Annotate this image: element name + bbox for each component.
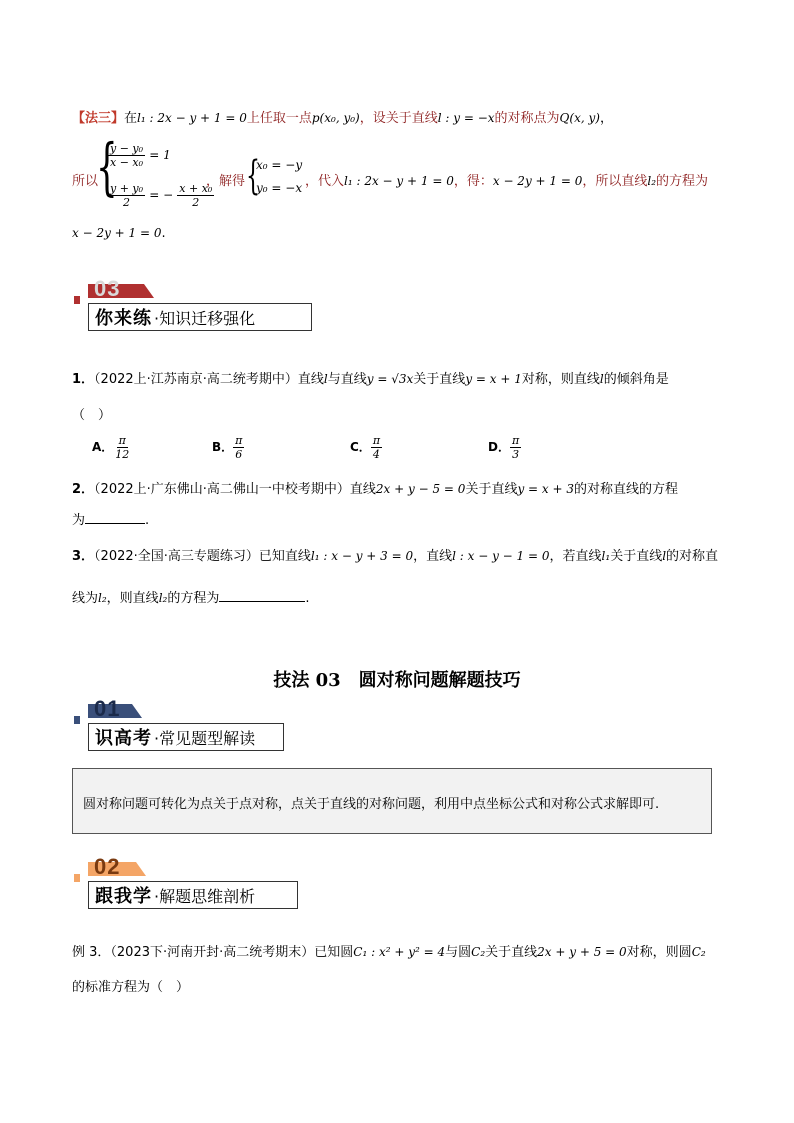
question-1: 1．（2022上·江苏南京·高二统考期中）直线l与直线y = √3x关于直线y = x + 1对称，则直线l的倾斜角是 — [72, 372, 669, 387]
fa3-line1 — [72, 107, 613, 126]
fa3-substitute — [305, 170, 708, 189]
fraction: $\frac{\text{y + y₀}}{2}$ — [110, 182, 144, 209]
fa3-tag: 【法三】 — [72, 111, 125, 126]
banner-title-box — [88, 881, 298, 909]
question-number: 1． — [72, 372, 95, 387]
question-source: （2022·全国·高三专题练习） — [94, 549, 259, 564]
answer-blank[interactable] — [219, 589, 305, 602]
fa3-text: 的对称点为 — [494, 111, 560, 126]
example-3-line2: 的标准方程为（ ） — [72, 980, 190, 995]
banner-title-sub: ·解题思维剖析 — [154, 886, 256, 906]
option-d[interactable]: D． $\frac{\pi}{3}$ — [488, 434, 520, 461]
banner-title-bold: 识高考 — [95, 728, 152, 749]
fa3-text: ，解得 — [206, 174, 246, 189]
fa3-text: ， — [599, 111, 613, 126]
fa3-text: ，得： — [453, 174, 493, 189]
example-source: （2023下·河南开封·高二统考期末） — [110, 945, 315, 960]
tip-text: 圆对称问题可转化为点关于点对称，点关于直线的对称问题，利用中点坐标公式和对称公式求解即可. — [83, 797, 660, 812]
fa3-final — [72, 226, 166, 241]
banner-title-bold: 跟我学 — [95, 886, 152, 907]
eq-mid: = − — [149, 188, 174, 202]
question-3-line2: 线为l₂，则直线l₂的方程为 . — [72, 591, 310, 606]
question-source: （2022上·江苏南京·高二统考期中） — [94, 372, 298, 387]
answer-blank[interactable] — [85, 511, 145, 524]
banner-title-bold: 你来练 — [95, 308, 152, 329]
question-number: 2． — [72, 482, 95, 497]
question-2-line2: 为 . — [72, 513, 150, 528]
banner-number: 02 — [94, 854, 121, 879]
banner-title-box — [88, 723, 284, 751]
example-number: 例 3． — [72, 945, 111, 960]
option-a[interactable]: A． $\frac{\pi}{12}$ — [92, 434, 130, 461]
fa3-text: ，代入 — [305, 174, 345, 189]
fa3-l1: l₁ : 2x − y + 1 = 0 — [137, 111, 247, 125]
question-number: 3． — [72, 549, 95, 564]
example-3: 例 3．（2023下·河南开封·高二统考期末）已知圆C₁ : x² + y² = 4与圆C₂关于直线2x + y + 5 = 0对称，则圆C₂ — [72, 945, 706, 960]
fa3-result: x − 2y + 1 = 0 — [492, 174, 583, 188]
option-b[interactable]: B． $\frac{\pi}{6}$ — [212, 434, 243, 461]
fa3-final-eq: x − 2y + 1 = 0 — [72, 226, 162, 240]
fa3-point-p: p(x₀, y₀) — [311, 111, 360, 125]
question-source: （2022上·广东佛山·高二佛山一中校考期中） — [94, 482, 350, 497]
question-1-paren: （ ） — [72, 408, 112, 423]
fa3-point-q: Q(x, y) — [559, 111, 600, 125]
fa3-eq2 — [108, 182, 214, 209]
fa3-eq1 — [108, 142, 171, 169]
eq-rhs: = 1 — [149, 148, 171, 162]
fa3-text: 上任取一点 — [246, 111, 312, 126]
fraction: $\frac{\text{x + x₀}}{2}$ — [179, 182, 213, 209]
banner-number: 03 — [94, 276, 121, 301]
question-3: 3．（2022·全国·高三专题练习）已知直线l₁ : x − y + 3 = 0，直线l : x − y − 1 = 0，若直线l₁关于直线l的对称直 — [72, 549, 719, 564]
brace-left: { — [246, 153, 260, 199]
fraction: $\frac{\text{y − y₀}}{\text{x − x₀}}$ — [110, 142, 144, 169]
fa3-text: 的方程为 — [656, 174, 709, 189]
option-c[interactable]: C． $\frac{\pi}{4}$ — [350, 434, 381, 461]
fa3-text: 在 — [124, 111, 138, 126]
fa3-period: . — [161, 226, 166, 241]
brace-left: { — [96, 130, 118, 203]
fa3-l1: l₁ : 2x − y + 1 = 0 — [344, 174, 454, 188]
question-2: 2．（2022上·广东佛山·高二佛山一中校考期中）直线2x + y − 5 = 0关于直线y = x + 3的对称直线的方程 — [72, 482, 679, 497]
fa3-sol1: x₀ = −y — [256, 158, 303, 172]
fa3-suoyi: 所以 — [72, 174, 99, 189]
fa3-text: ，设关于直线 — [359, 111, 438, 126]
fa3-line-l: l : y = −x — [437, 111, 495, 125]
fa3-l2: l₂ — [647, 174, 657, 188]
section-title: 技法 03 圆对称问题解题技巧 — [273, 670, 521, 691]
fa3-text: ，所以直线 — [582, 174, 648, 189]
tip-box — [72, 768, 712, 834]
fa3-sol2: y₀ = −x — [256, 181, 303, 195]
banner-title-sub: ·知识迁移强化 — [154, 308, 256, 328]
banner-title-box — [88, 303, 312, 331]
fa3-solution-line — [206, 170, 245, 189]
banner-title-sub: ·常见题型解读 — [154, 728, 256, 748]
banner-number: 01 — [94, 696, 121, 721]
